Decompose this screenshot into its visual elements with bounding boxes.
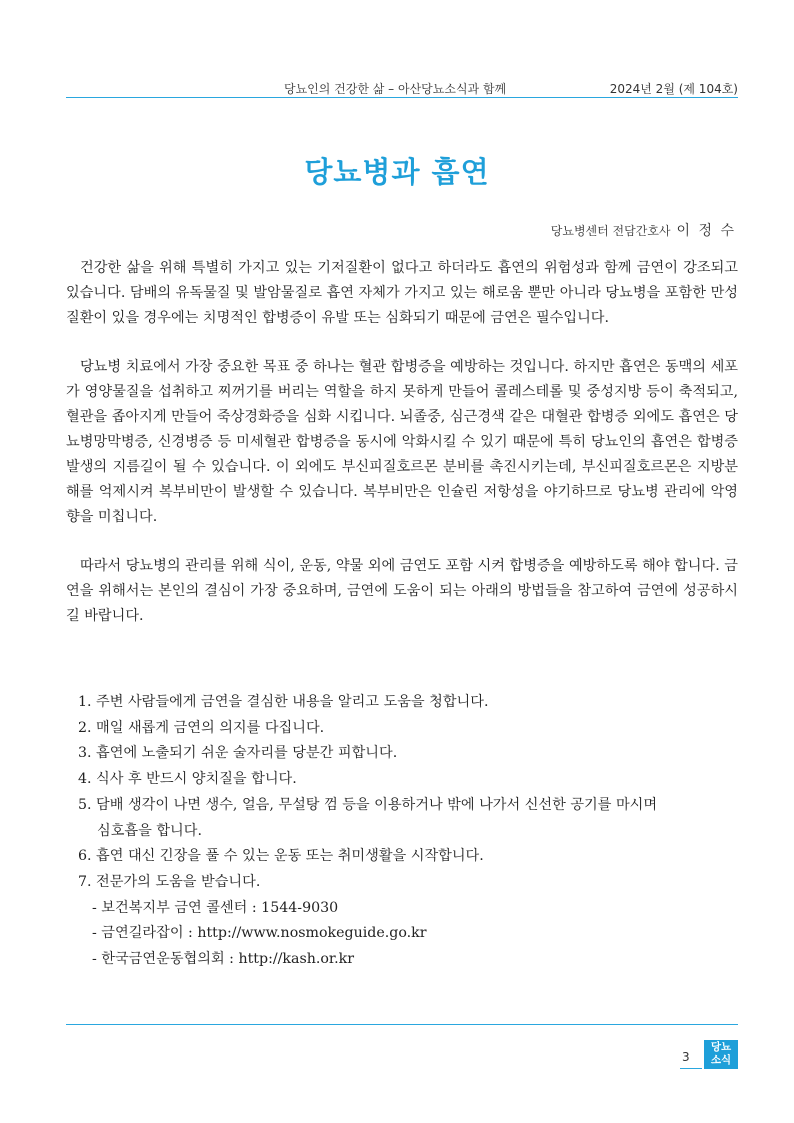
resource-item: - 보건복지부 금연 콜센터 : 1544-9030 [92,899,339,916]
page-number-underline [680,1068,702,1069]
issue-info: 2024년 2월 (제 104호) [609,82,738,96]
paragraph: 건강한 삶을 위해 특별히 가지고 있는 기저질환이 없다고 하더라도 흡연의 위험성과 함께 금연이 강조되고 있습니다. 담배의 유독물질 및 발암물질로 흡연 자체가 가지고 있는 해로움 뿐만 아니라 당뇨병을 포함한 만성질환이 있을 경우에는 치명적인 합병증이 유발 또는 심화되기 때문에 금연은 필수입니다. [66,260,738,326]
badge-line: 당뇨 [710,1041,732,1053]
article-body [66,256,738,653]
running-header [66,78,738,98]
paragraph: 당뇨병 치료에서 가장 중요한 목표 중 하나는 혈관 합병증을 예방하는 것입니다. 하지만 흡연은 동맥의 세포가 영양물질을 섭취하고 찌꺼기를 버리는 역할을 하지 못하게 만들어 콜레스테롤 및 중성지방 등이 축적되고, 혈관을 좁아지게 만들어 죽상경화증을 심화 시킵니다. 뇌졸중, 심근경색 같은 대혈관 합병증 외에도 흡연은 당뇨병망막병증, 신경병증 등 미세혈관 합병증을 동시에 악화시킬 수 있기 때문에 특히 당뇨인의 흡연은 합병증 발생의 지름길이 될 수 있습니다. 이 외에도 부신피질호르몬 분비를 촉진시키는데, 부신피질호르몬은 지방분해를 억제시켜 복부비만이 발생할 수 있습니다. 복부비만은 인슐린 저항성을 야기하므로 당뇨병 관리에 악영향을 미칩니다. [66,359,738,525]
author-role: 당뇨병센터 전담간호사 [550,224,671,238]
header-divider [66,97,738,98]
paragraph: 따라서 당뇨병의 관리를 위해 식이, 운동, 약물 외에 금연도 포함 시켜 합병증을 예방하도록 해야 합니다. 금연을 위해서는 본인의 결심이 가장 중요하며, 금연에 도움이 되는 아래의 방법들을 참고하여 금연에 성공하시길 바랍니다. [66,558,738,624]
resource-item: - 금연길라잡이 : http://www.nosmokeguide.go.kr [92,925,427,942]
badge-line: 소식 [710,1054,732,1066]
list-item: 2. 매일 새롭게 금연의 의지를 다집니다. [78,719,325,736]
list-item: 6. 흡연 대신 긴장을 풀 수 있는 운동 또는 취미생활을 시작합니다. [78,848,484,865]
list-item: 3. 흡연에 노출되기 쉬운 술자리를 당분간 피합니다. [78,745,398,762]
article-title: 당뇨병과 흡연 [304,155,490,189]
author-name: 이 정 수 [676,223,736,239]
quit-smoking-tips [78,690,738,973]
footer-divider [66,1024,738,1025]
publication-name: 당뇨인의 건강한 삶 – 아산당뇨소식과 함께 [284,82,507,96]
list-item: 7. 전문가의 도움을 받습니다. [78,873,261,890]
page-number: 3 [682,1050,690,1064]
list-item: 1. 주변 사람들에게 금연을 결심한 내용을 알리고 도움을 청합니다. [78,694,489,710]
resource-item: - 한국금연운동협의회 : http://kash.or.kr [92,951,355,968]
list-item-continuation: 심호흡을 합니다. [97,822,202,839]
newsletter-badge [704,1040,738,1069]
list-item: 4. 식사 후 반드시 양치질을 합니다. [78,771,297,788]
byline [551,220,736,240]
list-item: 5. 담배 생각이 나면 생수, 얼음, 무설탕 껌 등을 이용하거나 밖에 나가서 신선한 공기를 마시며 [78,796,658,813]
